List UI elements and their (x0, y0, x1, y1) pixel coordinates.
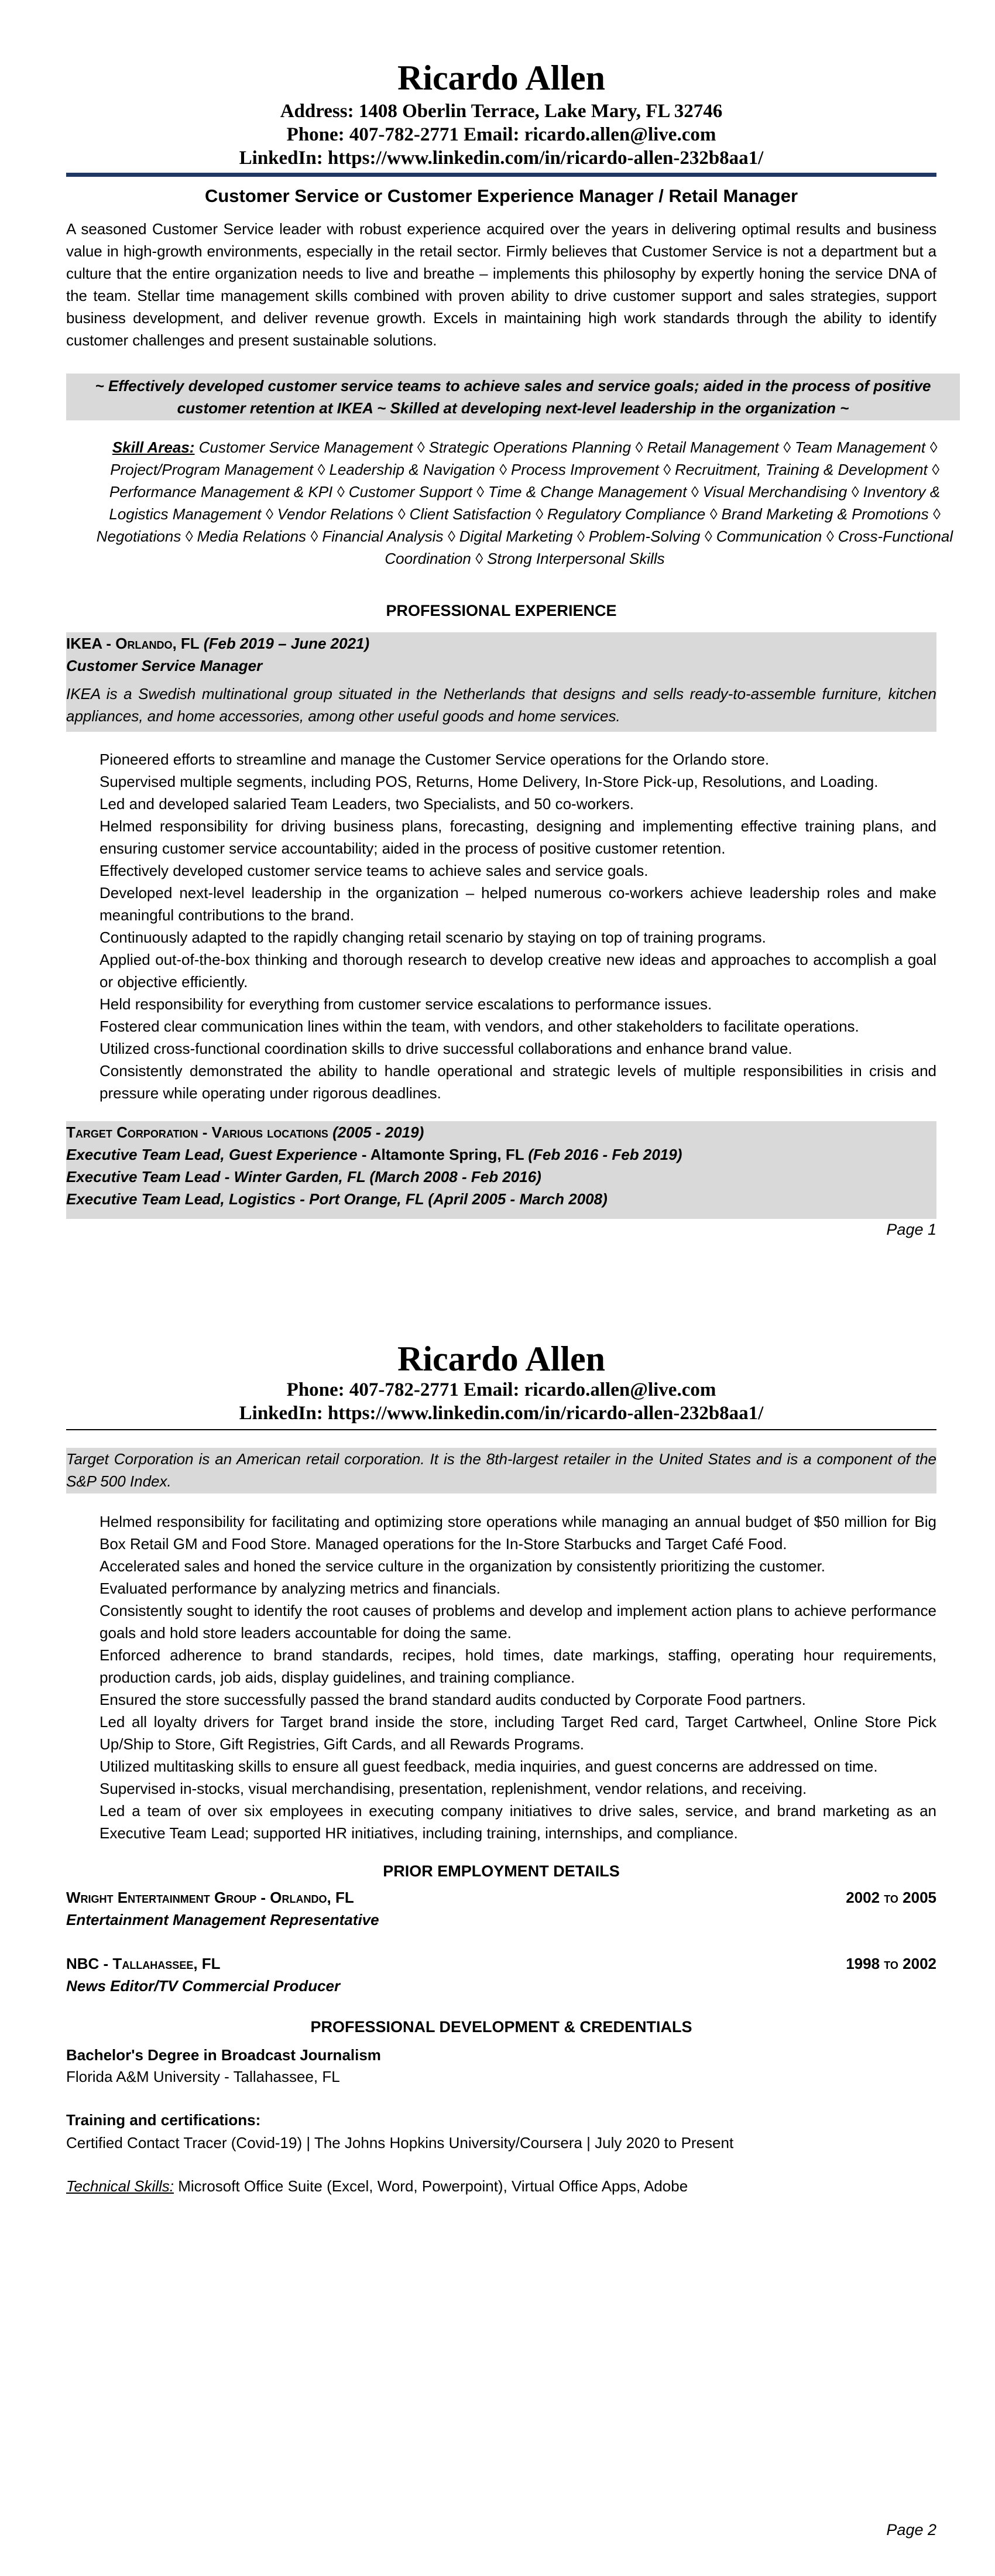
bullet-item: Fostered clear communication lines within the team, with vendors, and other stakeholders to facilitate operations. (100, 1018, 859, 1035)
bullet-item: Enforced adherence to brand standards, recipes, hold times, date markings, staffing, operating hour requirements, production cards, job aids, display guidelines, and training compliance. (100, 1646, 936, 1686)
skills-label: Skill Areas: (112, 439, 195, 456)
target-role: Executive Team Lead, Logistics - Port Orange, FL (April 2005 - March 2008) (66, 1190, 608, 1208)
bullet-item: Led a team of over six employees in executing company initiatives to drive sales, service, and brand marketing as an Executive Team Lead; supported HR initiatives, including training, internships, and compliance. (100, 1802, 936, 1842)
bullet-item: Utilized multitasking skills to ensure all guest feedback, media inquiries, and guest concerns are addressed on time. (100, 1758, 878, 1775)
phone-email: Phone: 407-782-2771 Email: ricardo.allen@live.com (286, 1379, 716, 1400)
bullet-item: Accelerated sales and honed the service culture in the organization by consistently prioritizing the customer. (100, 1557, 826, 1575)
technical-skills (66, 2175, 936, 2197)
bullet-item: Developed next-level leadership in the organization – helped numerous co-workers achieve leadership roles and make meaningful contributions to the brand. (100, 884, 936, 924)
highlight-banner: ~ Effectively developed customer service teams to achieve sales and service goals; aided in the process of positive customer retention at IKEA ~ Skilled at developing next-level leadership in the organization ~ (66, 374, 960, 420)
prior-dates: 1998 to 2002 (846, 1955, 936, 1972)
bullet-item: Led all loyalty drivers for Target brand inside the store, including Target Red card, Target Cartwheel, Online Store Pick Up/Ship to Store, Gift Registries, Gift Cards, and all Rewards Programs. (100, 1713, 936, 1753)
school: Florida A&M University - Tallahassee, FL (66, 2068, 340, 2085)
header-divider (66, 173, 936, 177)
bullet-item: Supervised in-stocks, visual merchandising, presentation, replenishment, vendor relations, and receiving. (100, 1780, 807, 1797)
skill-areas (66, 436, 983, 570)
bullet-item: Effectively developed customer service teams to achieve sales and service goals. (100, 862, 649, 879)
prior-job (66, 1952, 936, 1997)
prior-dates: 2002 to 2005 (846, 1889, 936, 1906)
bullet-item: Evaluated performance by analyzing metrics and financials. (100, 1580, 501, 1597)
degree: Bachelor's Degree in Broadcast Journalism (66, 2046, 381, 2064)
ikea-company: IKEA - Orlando, FL (66, 635, 200, 652)
target-company: Target Corporation - Various locations (66, 1123, 328, 1141)
linkedin-url[interactable]: LinkedIn: https://www.linkedin.com/in/ricardo-allen-232b8aa1/ (239, 148, 764, 169)
candidate-name: Ricardo Allen (397, 59, 605, 97)
bullet-item: Held responsibility for everything from customer service escalations to performance issues. (100, 995, 712, 1013)
address: Address: 1408 Oberlin Terrace, Lake Mary, FL 32746 (280, 101, 723, 122)
bullet-item: Helmed responsibility for facilitating and optimizing store operations while managing an annual budget of $50 million for Big Box Retail GM and Food Store. Managed operations for the In-Store Starbucks and Target Café Food. (100, 1513, 936, 1553)
bullet-item: Helmed responsibility for driving business plans, forecasting, designing and implementing effective training plans, and ensuring customer service accountability; aided in the process of positive customer retention. (100, 817, 936, 857)
linkedin-url[interactable]: LinkedIn: https://www.linkedin.com/in/ricardo-allen-232b8aa1/ (239, 1403, 764, 1424)
header-divider (66, 1429, 936, 1430)
ikea-description: IKEA is a Swedish multinational group situated in the Netherlands that designs and sells ready-to-assemble furniture, kitchen appliances, and home accessories, among other useful goods and home services. (66, 685, 936, 725)
bullet-item: Ensured the store successfully passed the brand standard audits conducted by Corporate Food partners. (100, 1691, 806, 1708)
ikea-header-box (66, 632, 936, 732)
bullet-item: Consistently sought to identify the root causes of problems and develop and implement action plans to achieve performance goals and hold store leaders accountable for doing the same. (100, 1602, 936, 1642)
ikea-title: Customer Service Manager (66, 657, 263, 674)
tech-text: Microsoft Office Suite (Excel, Word, Powerpoint), Virtual Office Apps, Adobe (174, 2177, 688, 2195)
target-bullet-list (100, 1510, 936, 1844)
prior-company: Wright Entertainment Group - Orlando, FL (66, 1889, 354, 1906)
ikea-bullet-list (100, 748, 936, 1104)
summary-paragraph: A seasoned Customer Service leader with robust experience acquired over the years in delivering optimal results and business value in high-growth environments, especially in the retail sector. Firmly believes that Customer Service is not a department but a culture that the entire organization needs to live and breathe – implements this philosophy by expertly honing the service DNA of the team. Stellar time management skills combined with proven ability to drive customer support and sales strategies, support business development, and deliver revenue growth. Excels in maintaining high work standards through the ability to identify customer challenges and present sustainable solutions. (66, 220, 936, 349)
training-text: Certified Contact Tracer (Covid-19) | The Johns Hopkins University/Coursera | July 2020 to Present (66, 2134, 734, 2152)
target-dates: (2005 - 2019) (332, 1123, 424, 1141)
target-company-line (66, 1121, 936, 1143)
ikea-dates: (Feb 2019 – June 2021) (203, 635, 370, 652)
training-label: Training and certifications: (66, 2111, 261, 2129)
phone-email: Phone: 407-782-2771 Email: ricardo.allen@live.com (286, 124, 716, 145)
prior-employment-heading: PRIOR EMPLOYMENT DETAILS (383, 1862, 620, 1880)
target-header-box (66, 1121, 936, 1219)
prior-title: Entertainment Management Representative (66, 1911, 379, 1928)
development-heading: PROFESSIONAL DEVELOPMENT & CREDENTIALS (310, 2018, 692, 2036)
prior-company: NBC - Tallahassee, FL (66, 1955, 221, 1972)
experience-heading: PROFESSIONAL EXPERIENCE (386, 602, 617, 619)
skills-list: Customer Service Management ◊ Strategic Operations Planning ◊ Retail Management ◊ Team Management ◊ Project/Program Management ◊ Leadership & Navigation ◊ Process Improvement ◊ Recruitment, Training & Development ◊ Performance Management & KPI ◊ Customer Support ◊ Time & Change Management ◊ Visual Merchandising ◊ Inventory & Logistics Management ◊ Vendor Relations ◊ Client Satisfaction ◊ Regulatory Compliance ◊ Brand Marketing & Promotions ◊ Negotiations ◊ Media Relations ◊ Financial Analysis ◊ Digital Marketing ◊ Problem-Solving ◊ Communication ◊ Cross-Functional Coordination ◊ Strong Interpersonal Skills (96, 439, 953, 567)
tech-label: Technical Skills: (66, 2177, 174, 2195)
ikea-company-line (66, 632, 936, 655)
candidate-name: Ricardo Allen (397, 1340, 605, 1378)
bullet-item: Supervised multiple segments, including POS, Returns, Home Delivery, In-Store Pick-up, Resolutions, and Loading. (100, 773, 879, 790)
bullet-item: Consistently demonstrated the ability to handle operational and strategic levels of multiple responsibilities in crisis and pressure while operating under rigorous deadlines. (100, 1062, 936, 1102)
bullet-item: Utilized cross-functional coordination skills to drive successful collaborations and enhance brand value. (100, 1040, 792, 1057)
resume-headline: Customer Service or Customer Experience Manager / Retail Manager (204, 186, 798, 206)
target-description: Target Corporation is an American retail corporation. It is the 8th-largest retailer in the United States and is a component of the S&P 500 Index. (66, 1448, 936, 1493)
target-role: Executive Team Lead, Guest Experience - Altamonte Spring, FL (Feb 2016 - Feb 2019) (66, 1146, 682, 1163)
page-number: Page 1 (886, 1221, 936, 1238)
prior-title: News Editor/TV Commercial Producer (66, 1977, 341, 1995)
bullet-item: Continuously adapted to the rapidly changing retail scenario by staying on top of training programs. (100, 929, 766, 946)
bullet-item: Pioneered efforts to streamline and manage the Customer Service operations for the Orlando store. (100, 751, 770, 768)
page-number: Page 2 (886, 2521, 936, 2539)
target-role: Executive Team Lead - Winter Garden, FL (March 2008 - Feb 2016) (66, 1168, 541, 1186)
prior-job (66, 1886, 936, 1931)
bullet-item: Led and developed salaried Team Leaders, two Specialists, and 50 co-workers. (100, 795, 634, 813)
bullet-item: Applied out-of-the-box thinking and thorough research to develop creative new ideas and approaches to accomplish a goal or objective efficiently. (100, 951, 936, 991)
